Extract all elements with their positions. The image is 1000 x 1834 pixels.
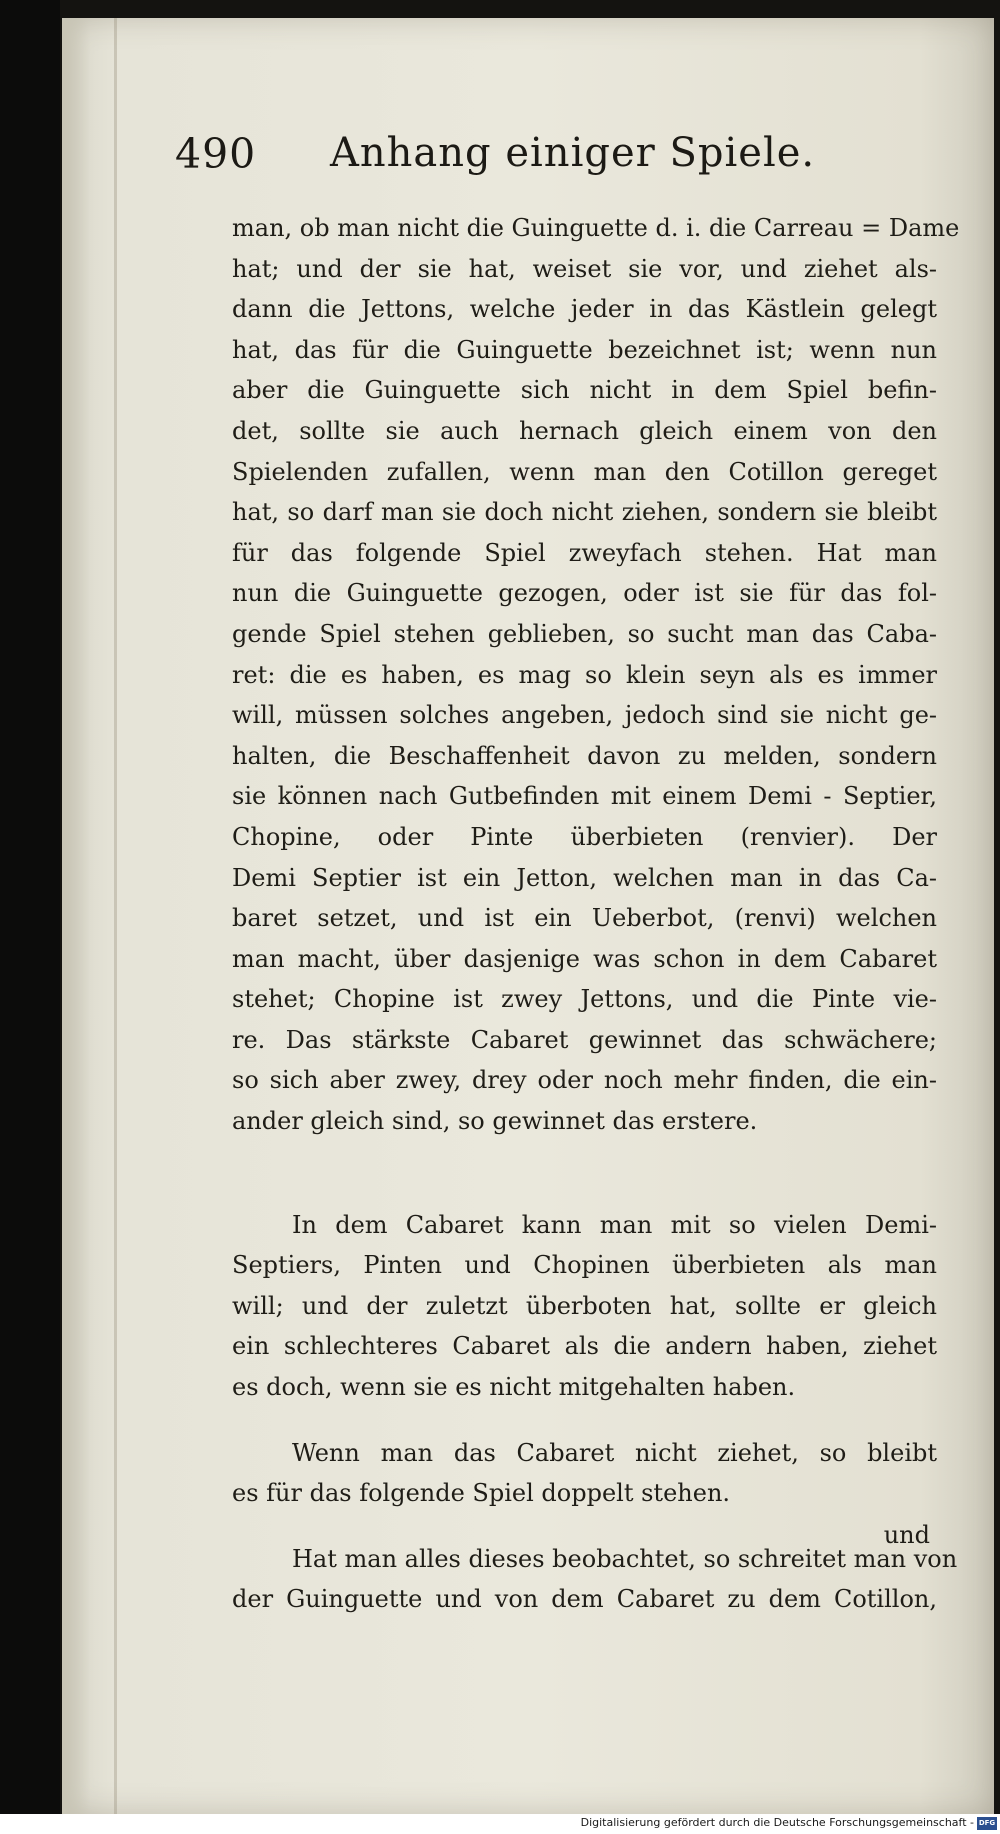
catchword: und: [883, 1521, 930, 1549]
text-line: Hat man alles dieses beobachtet, so schreitet man von: [292, 1544, 958, 1573]
page-edge: [62, 18, 90, 1814]
text-line: Wenn man das Cabaret nicht ziehet, so bleibt: [292, 1438, 937, 1467]
funding-credit: Digitalisierung gefördert durch die Deutsche Forschungsgemeinschaft -: [580, 1816, 974, 1829]
scan-background: [0, 0, 60, 1834]
text-line: Septiers, Pinten und Chopinen überbieten als man: [232, 1251, 937, 1280]
text-line: es für das folgende Spiel doppelt stehen.: [232, 1479, 731, 1508]
text-line: für das folgende Spiel zweyfach stehen. Hat man: [232, 538, 937, 567]
text-line: gende Spiel stehen geblieben, so sucht man das Caba-: [232, 619, 937, 648]
text-line: aber die Guinguette sich nicht in dem Spiel befin-: [232, 376, 937, 405]
page-number: 490: [175, 130, 257, 178]
text-line: Demi Septier ist ein Jetton, welchen man in das Ca-: [232, 863, 937, 892]
text-line: will, müssen solches angeben, jedoch sind sie nicht ge-: [232, 701, 937, 730]
text-line: halten, die Beschaffenheit davon zu melden, sondern: [232, 741, 937, 770]
text-line: Chopine, oder Pinte überbieten (renvier). Der: [232, 822, 937, 851]
paragraph-gap: [232, 1514, 937, 1539]
running-head: [175, 130, 915, 190]
paragraph-1: [232, 208, 960, 1142]
running-head-title: Anhang einiger Spiele.: [330, 130, 816, 176]
text-line: nun die Guinguette gezogen, oder ist sie für das fol-: [232, 579, 937, 608]
dfg-logo-icon: DFG: [977, 1817, 997, 1830]
paragraph-3: [232, 1433, 937, 1514]
paragraph-2: [232, 1205, 937, 1408]
text-line: ret: die es haben, es mag so klein seyn als es immer: [232, 660, 937, 689]
paragraph-4: [232, 1539, 958, 1620]
text-line: Spielenden zufallen, wenn man den Cotillon gereget: [232, 457, 937, 486]
text-line: hat, so darf man sie doch nicht ziehen, sondern sie bleibt: [232, 498, 937, 527]
paragraph-gap: [232, 1142, 937, 1205]
page-fold: [114, 18, 117, 1814]
text-line: ein schlechteres Cabaret als die andern haben, ziehet: [232, 1332, 937, 1361]
text-line: so sich aber zwey, drey oder noch mehr finden, die ein-: [232, 1066, 937, 1095]
text-line: baret setzet, und ist ein Ueberbot, (renvi) welchen: [232, 904, 937, 933]
digitization-footer: [0, 1814, 1000, 1834]
text-line: det, sollte sie auch hernach gleich einem von den: [232, 416, 937, 445]
text-line: hat, das für die Guinguette bezeichnet ist; wenn nun: [232, 335, 937, 364]
paragraph-gap: [232, 1408, 937, 1433]
text-line: der Guinguette und von dem Cabaret zu dem Cotillon,: [232, 1585, 937, 1614]
body-text: [232, 208, 960, 1620]
text-line: will; und der zuletzt überboten hat, sollte er gleich: [232, 1291, 937, 1320]
text-line: hat; und der sie hat, weiset sie vor, und ziehet als-: [232, 254, 937, 283]
text-line: ander gleich sind, so gewinnet das erstere.: [232, 1107, 758, 1136]
text-line: sie können nach Gutbefinden mit einem Demi - Septier,: [232, 782, 937, 811]
text-line: dann die Jettons, welche jeder in das Kästlein gelegt: [232, 295, 937, 324]
text-line: man, ob man nicht die Guinguette d. i. die Carreau = Dame: [232, 214, 960, 242]
text-line: stehet; Chopine ist zwey Jettons, und die Pinte vie-: [232, 985, 937, 1014]
text-line: man macht, über dasjenige was schon in dem Cabaret: [232, 944, 937, 973]
text-line: In dem Cabaret kann man mit so vielen Demi-: [292, 1210, 937, 1239]
text-line: es doch, wenn sie es nicht mitgehalten haben.: [232, 1373, 796, 1402]
text-line: re. Das stärkste Cabaret gewinnet das schwächere;: [232, 1025, 937, 1054]
